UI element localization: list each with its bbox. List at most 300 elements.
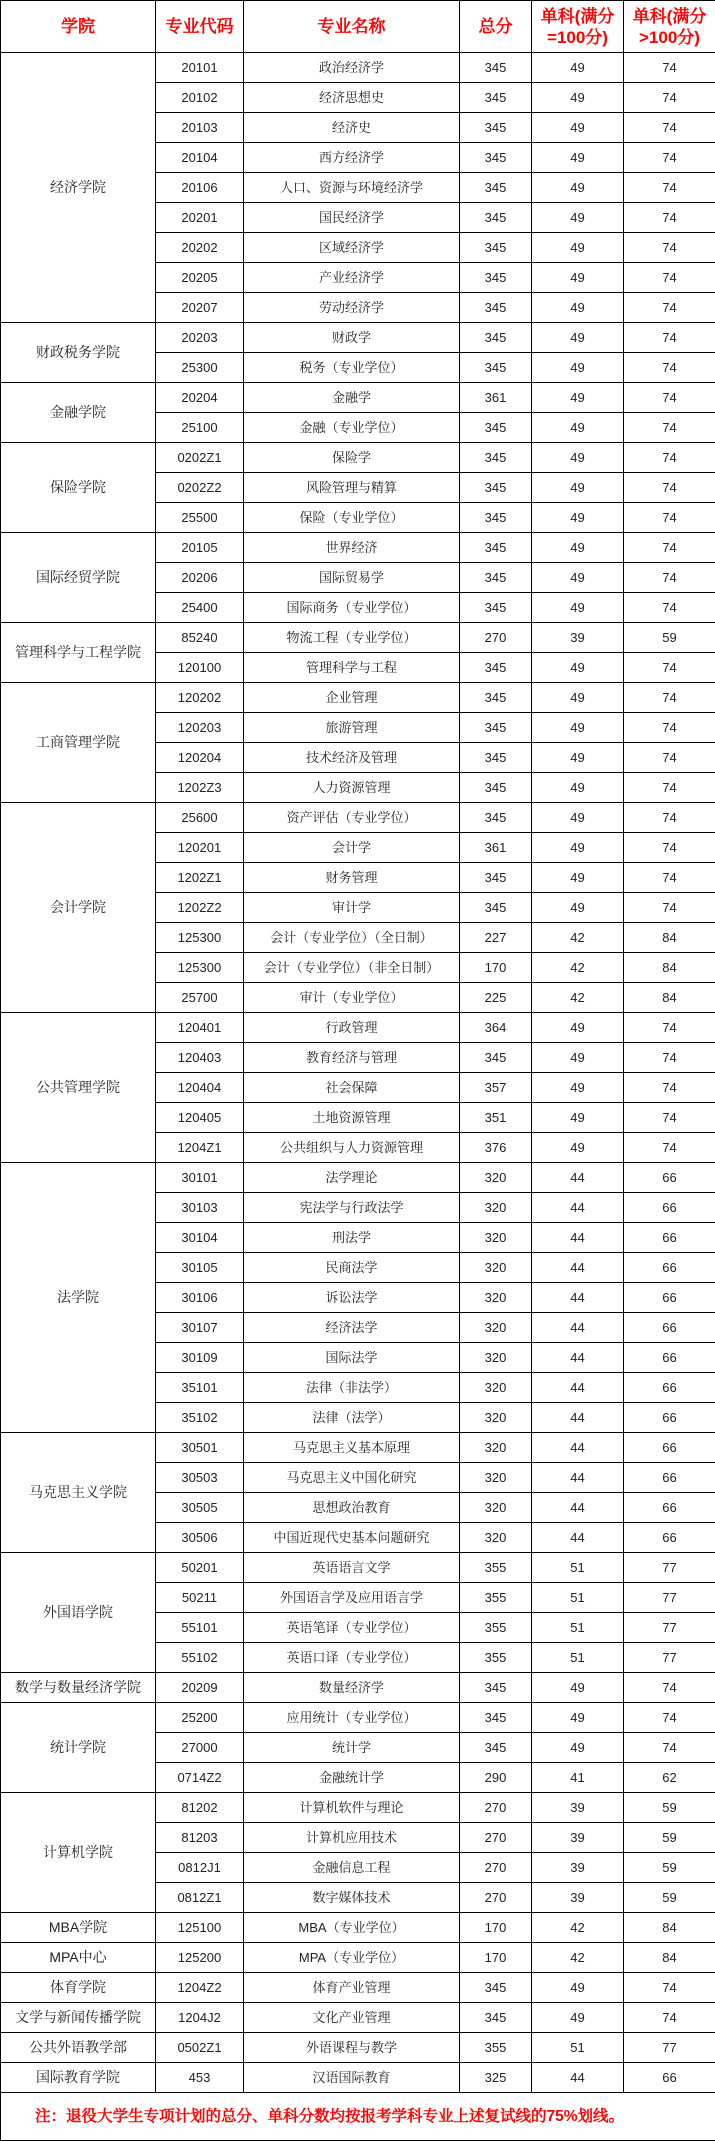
major-code: 125300 bbox=[156, 923, 244, 953]
single-score-100: 49 bbox=[532, 1973, 624, 2003]
total-score: 345 bbox=[460, 533, 532, 563]
single-score-gt100: 74 bbox=[624, 533, 715, 563]
major-name: 区域经济学 bbox=[244, 233, 460, 263]
total-score: 345 bbox=[460, 443, 532, 473]
major-code: 120203 bbox=[156, 713, 244, 743]
single-score-gt100: 66 bbox=[624, 1463, 715, 1493]
major-code: 1204J2 bbox=[156, 2003, 244, 2033]
college-name: 体育学院 bbox=[1, 1973, 156, 2003]
total-score: 345 bbox=[460, 143, 532, 173]
college-name: 马克思主义学院 bbox=[1, 1433, 156, 1553]
major-name: 文化产业管理 bbox=[244, 2003, 460, 2033]
major-name: 计算机应用技术 bbox=[244, 1823, 460, 1853]
major-name: 税务（专业学位） bbox=[244, 353, 460, 383]
total-score: 170 bbox=[460, 1943, 532, 1973]
major-code: 20203 bbox=[156, 323, 244, 353]
major-code: 25600 bbox=[156, 803, 244, 833]
major-name: 法律（非法学） bbox=[244, 1373, 460, 1403]
college-name: 数学与数量经济学院 bbox=[1, 1673, 156, 1703]
major-name: 政治经济学 bbox=[244, 53, 460, 83]
single-score-gt100: 74 bbox=[624, 113, 715, 143]
total-score: 345 bbox=[460, 1703, 532, 1733]
major-code: 30109 bbox=[156, 1343, 244, 1373]
major-code: 25700 bbox=[156, 983, 244, 1013]
major-code: 0714Z2 bbox=[156, 1763, 244, 1793]
major-code: 20201 bbox=[156, 203, 244, 233]
college-name: 国际教育学院 bbox=[1, 2063, 156, 2093]
total-score: 355 bbox=[460, 1643, 532, 1673]
single-score-gt100: 74 bbox=[624, 263, 715, 293]
major-name: 社会保障 bbox=[244, 1073, 460, 1103]
single-score-gt100: 74 bbox=[624, 1133, 715, 1163]
single-score-100: 49 bbox=[532, 743, 624, 773]
total-score: 345 bbox=[460, 893, 532, 923]
single-score-100: 49 bbox=[532, 533, 624, 563]
single-score-gt100: 74 bbox=[624, 563, 715, 593]
single-score-gt100: 74 bbox=[624, 893, 715, 923]
single-score-100: 44 bbox=[532, 1283, 624, 1313]
single-score-100: 44 bbox=[532, 1433, 624, 1463]
major-name: 汉语国际教育 bbox=[244, 2063, 460, 2093]
total-score: 270 bbox=[460, 1883, 532, 1913]
major-name: 教育经济与管理 bbox=[244, 1043, 460, 1073]
total-score: 320 bbox=[460, 1373, 532, 1403]
major-name: 审计（专业学位） bbox=[244, 983, 460, 1013]
major-code: 27000 bbox=[156, 1733, 244, 1763]
major-name: 统计学 bbox=[244, 1733, 460, 1763]
single-score-100: 39 bbox=[532, 1883, 624, 1913]
college-name: MPA中心 bbox=[1, 1943, 156, 1973]
major-name: 金融学 bbox=[244, 383, 460, 413]
single-score-100: 39 bbox=[532, 623, 624, 653]
table-row bbox=[1, 1703, 715, 1733]
table-row bbox=[1, 383, 715, 413]
major-code: 25100 bbox=[156, 413, 244, 443]
single-score-100: 49 bbox=[532, 683, 624, 713]
college-name: 财政税务学院 bbox=[1, 323, 156, 383]
single-score-100: 49 bbox=[532, 1013, 624, 1043]
major-code: 20205 bbox=[156, 263, 244, 293]
major-code: 35102 bbox=[156, 1403, 244, 1433]
total-score: 345 bbox=[460, 113, 532, 143]
total-score: 227 bbox=[460, 923, 532, 953]
major-code: 25200 bbox=[156, 1703, 244, 1733]
major-code: 20206 bbox=[156, 563, 244, 593]
single-score-gt100: 77 bbox=[624, 1583, 715, 1613]
major-name: 宪法学与行政法学 bbox=[244, 1193, 460, 1223]
major-name: 应用统计（专业学位） bbox=[244, 1703, 460, 1733]
single-score-gt100: 59 bbox=[624, 1883, 715, 1913]
college-name: 金融学院 bbox=[1, 383, 156, 443]
single-score-100: 44 bbox=[532, 2063, 624, 2093]
single-score-100: 49 bbox=[532, 473, 624, 503]
major-code: 30107 bbox=[156, 1313, 244, 1343]
single-score-gt100: 74 bbox=[624, 1043, 715, 1073]
single-score-100: 49 bbox=[532, 863, 624, 893]
single-score-100: 49 bbox=[532, 1703, 624, 1733]
single-score-gt100: 66 bbox=[624, 1493, 715, 1523]
single-score-gt100: 77 bbox=[624, 1553, 715, 1583]
single-score-gt100: 66 bbox=[624, 1343, 715, 1373]
major-name: 经济思想史 bbox=[244, 83, 460, 113]
total-score: 320 bbox=[460, 1223, 532, 1253]
major-name: 金融（专业学位） bbox=[244, 413, 460, 443]
major-code: 30503 bbox=[156, 1463, 244, 1493]
single-score-100: 39 bbox=[532, 1793, 624, 1823]
major-name: 法学理论 bbox=[244, 1163, 460, 1193]
major-name: 会计（专业学位）（非全日制） bbox=[244, 953, 460, 983]
single-score-gt100: 74 bbox=[624, 233, 715, 263]
major-name: 企业管理 bbox=[244, 683, 460, 713]
single-score-gt100: 84 bbox=[624, 1943, 715, 1973]
note-row bbox=[1, 2093, 715, 2141]
major-code: 20102 bbox=[156, 83, 244, 113]
table-row bbox=[1, 533, 715, 563]
single-score-gt100: 84 bbox=[624, 1913, 715, 1943]
major-code: 20204 bbox=[156, 383, 244, 413]
single-score-gt100: 84 bbox=[624, 983, 715, 1013]
single-score-gt100: 74 bbox=[624, 1073, 715, 1103]
college-name: 统计学院 bbox=[1, 1703, 156, 1793]
single-score-100: 49 bbox=[532, 503, 624, 533]
header-name: 专业名称 bbox=[244, 1, 460, 53]
table-row bbox=[1, 1973, 715, 2003]
single-score-gt100: 66 bbox=[624, 1193, 715, 1223]
single-score-gt100: 84 bbox=[624, 953, 715, 983]
single-score-100: 44 bbox=[532, 1403, 624, 1433]
total-score: 320 bbox=[460, 1193, 532, 1223]
total-score: 345 bbox=[460, 53, 532, 83]
major-name: 人口、资源与环境经济学 bbox=[244, 173, 460, 203]
single-score-100: 51 bbox=[532, 1613, 624, 1643]
single-score-gt100: 74 bbox=[624, 1703, 715, 1733]
single-score-gt100: 66 bbox=[624, 1313, 715, 1343]
major-code: 120201 bbox=[156, 833, 244, 863]
single-score-gt100: 74 bbox=[624, 473, 715, 503]
total-score: 345 bbox=[460, 173, 532, 203]
single-score-gt100: 74 bbox=[624, 353, 715, 383]
major-name: 体育产业管理 bbox=[244, 1973, 460, 2003]
major-name: 中国近现代史基本问题研究 bbox=[244, 1523, 460, 1553]
table-row bbox=[1, 1553, 715, 1583]
header-row bbox=[1, 1, 715, 53]
major-code: 20202 bbox=[156, 233, 244, 263]
single-score-100: 42 bbox=[532, 953, 624, 983]
single-score-100: 49 bbox=[532, 203, 624, 233]
note-text: 注：退役大学生专项计划的总分、单科分数均按报考学科专业上述复试线的75%划线。 bbox=[1, 2093, 715, 2141]
single-score-100: 41 bbox=[532, 1763, 624, 1793]
single-score-100: 51 bbox=[532, 1553, 624, 1583]
total-score: 345 bbox=[460, 293, 532, 323]
total-score: 345 bbox=[460, 323, 532, 353]
college-name: 国际经贸学院 bbox=[1, 533, 156, 623]
major-name: 经济法学 bbox=[244, 1313, 460, 1343]
table-row bbox=[1, 2033, 715, 2063]
total-score: 345 bbox=[460, 743, 532, 773]
major-code: 0812J1 bbox=[156, 1853, 244, 1883]
major-code: 120204 bbox=[156, 743, 244, 773]
single-score-gt100: 84 bbox=[624, 923, 715, 953]
total-score: 345 bbox=[460, 473, 532, 503]
single-score-100: 44 bbox=[532, 1373, 624, 1403]
major-code: 453 bbox=[156, 2063, 244, 2093]
single-score-100: 39 bbox=[532, 1853, 624, 1883]
major-code: 30103 bbox=[156, 1193, 244, 1223]
total-score: 320 bbox=[460, 1313, 532, 1343]
major-code: 85240 bbox=[156, 623, 244, 653]
major-name: 保险（专业学位） bbox=[244, 503, 460, 533]
single-score-100: 49 bbox=[532, 443, 624, 473]
major-code: 120403 bbox=[156, 1043, 244, 1073]
total-score: 345 bbox=[460, 773, 532, 803]
college-name: 经济学院 bbox=[1, 53, 156, 323]
single-score-100: 44 bbox=[532, 1223, 624, 1253]
college-name: 计算机学院 bbox=[1, 1793, 156, 1913]
single-score-100: 49 bbox=[532, 353, 624, 383]
single-score-gt100: 59 bbox=[624, 1823, 715, 1853]
single-score-100: 49 bbox=[532, 113, 624, 143]
header-college: 学院 bbox=[1, 1, 156, 53]
single-score-100: 49 bbox=[532, 293, 624, 323]
single-score-gt100: 77 bbox=[624, 1643, 715, 1673]
single-score-100: 44 bbox=[532, 1493, 624, 1523]
single-score-gt100: 74 bbox=[624, 173, 715, 203]
header-total: 总分 bbox=[460, 1, 532, 53]
single-score-100: 44 bbox=[532, 1343, 624, 1373]
single-score-gt100: 66 bbox=[624, 1163, 715, 1193]
major-code: 125300 bbox=[156, 953, 244, 983]
total-score: 345 bbox=[460, 83, 532, 113]
single-score-100: 51 bbox=[532, 1583, 624, 1613]
single-score-gt100: 74 bbox=[624, 773, 715, 803]
major-name: 世界经济 bbox=[244, 533, 460, 563]
single-score-gt100: 59 bbox=[624, 1793, 715, 1823]
table-row bbox=[1, 443, 715, 473]
major-name: 土地资源管理 bbox=[244, 1103, 460, 1133]
major-name: 会计（专业学位）（全日制） bbox=[244, 923, 460, 953]
single-score-100: 49 bbox=[532, 1073, 624, 1103]
major-code: 35101 bbox=[156, 1373, 244, 1403]
single-score-100: 42 bbox=[532, 983, 624, 1013]
total-score: 225 bbox=[460, 983, 532, 1013]
major-code: 50201 bbox=[156, 1553, 244, 1583]
major-code: 55101 bbox=[156, 1613, 244, 1643]
table-row bbox=[1, 2003, 715, 2033]
total-score: 345 bbox=[460, 1673, 532, 1703]
total-score: 270 bbox=[460, 1823, 532, 1853]
header-single-gt100: 单科(满分>100分) bbox=[624, 1, 715, 53]
table-row bbox=[1, 683, 715, 713]
major-name: 劳动经济学 bbox=[244, 293, 460, 323]
major-code: 20207 bbox=[156, 293, 244, 323]
single-score-gt100: 66 bbox=[624, 1403, 715, 1433]
total-score: 320 bbox=[460, 1283, 532, 1313]
major-name: 英语语言文学 bbox=[244, 1553, 460, 1583]
major-code: 30106 bbox=[156, 1283, 244, 1313]
major-name: 民商法学 bbox=[244, 1253, 460, 1283]
major-name: 管理科学与工程 bbox=[244, 653, 460, 683]
total-score: 355 bbox=[460, 1613, 532, 1643]
college-name: 管理科学与工程学院 bbox=[1, 623, 156, 683]
total-score: 345 bbox=[460, 1043, 532, 1073]
major-code: 0812Z1 bbox=[156, 1883, 244, 1913]
single-score-gt100: 74 bbox=[624, 323, 715, 353]
major-name: 数量经济学 bbox=[244, 1673, 460, 1703]
table-row bbox=[1, 2063, 715, 2093]
major-code: 120405 bbox=[156, 1103, 244, 1133]
major-code: 1202Z2 bbox=[156, 893, 244, 923]
total-score: 345 bbox=[460, 2003, 532, 2033]
major-code: 30104 bbox=[156, 1223, 244, 1253]
table-row bbox=[1, 1793, 715, 1823]
major-name: MBA（专业学位） bbox=[244, 1913, 460, 1943]
major-code: 25300 bbox=[156, 353, 244, 383]
table-row bbox=[1, 1913, 715, 1943]
single-score-100: 49 bbox=[532, 413, 624, 443]
major-name: 技术经济及管理 bbox=[244, 743, 460, 773]
major-name: 外国语言学及应用语言学 bbox=[244, 1583, 460, 1613]
single-score-100: 51 bbox=[532, 1643, 624, 1673]
major-name: 物流工程（专业学位） bbox=[244, 623, 460, 653]
table-row bbox=[1, 1433, 715, 1463]
single-score-gt100: 66 bbox=[624, 1223, 715, 1253]
single-score-100: 49 bbox=[532, 143, 624, 173]
single-score-100: 49 bbox=[532, 2003, 624, 2033]
single-score-gt100: 74 bbox=[624, 2003, 715, 2033]
single-score-gt100: 66 bbox=[624, 1283, 715, 1313]
major-name: MPA（专业学位） bbox=[244, 1943, 460, 1973]
major-name: 英语口译（专业学位） bbox=[244, 1643, 460, 1673]
table-row bbox=[1, 1013, 715, 1043]
major-name: 风险管理与精算 bbox=[244, 473, 460, 503]
major-code: 120202 bbox=[156, 683, 244, 713]
major-code: 25500 bbox=[156, 503, 244, 533]
total-score: 345 bbox=[460, 1733, 532, 1763]
single-score-100: 51 bbox=[532, 2033, 624, 2063]
single-score-100: 42 bbox=[532, 1913, 624, 1943]
single-score-100: 49 bbox=[532, 323, 624, 353]
single-score-gt100: 74 bbox=[624, 1013, 715, 1043]
major-name: 国际商务（专业学位） bbox=[244, 593, 460, 623]
major-code: 20209 bbox=[156, 1673, 244, 1703]
major-name: 思想政治教育 bbox=[244, 1493, 460, 1523]
major-name: 国际贸易学 bbox=[244, 563, 460, 593]
total-score: 361 bbox=[460, 833, 532, 863]
total-score: 325 bbox=[460, 2063, 532, 2093]
major-code: 120401 bbox=[156, 1013, 244, 1043]
major-code: 50211 bbox=[156, 1583, 244, 1613]
single-score-gt100: 66 bbox=[624, 1253, 715, 1283]
total-score: 355 bbox=[460, 1583, 532, 1613]
total-score: 357 bbox=[460, 1073, 532, 1103]
single-score-100: 44 bbox=[532, 1253, 624, 1283]
college-name: 公共外语教学部 bbox=[1, 2033, 156, 2063]
major-name: 马克思主义基本原理 bbox=[244, 1433, 460, 1463]
total-score: 345 bbox=[460, 653, 532, 683]
single-score-100: 44 bbox=[532, 1193, 624, 1223]
single-score-gt100: 74 bbox=[624, 803, 715, 833]
single-score-100: 49 bbox=[532, 833, 624, 863]
major-name: 资产评估（专业学位） bbox=[244, 803, 460, 833]
single-score-gt100: 77 bbox=[624, 1613, 715, 1643]
single-score-100: 39 bbox=[532, 1823, 624, 1853]
major-code: 30505 bbox=[156, 1493, 244, 1523]
single-score-100: 49 bbox=[532, 383, 624, 413]
major-name: 数字媒体技术 bbox=[244, 1883, 460, 1913]
single-score-gt100: 74 bbox=[624, 443, 715, 473]
major-name: 外语课程与教学 bbox=[244, 2033, 460, 2063]
total-score: 351 bbox=[460, 1103, 532, 1133]
table-row bbox=[1, 623, 715, 653]
total-score: 345 bbox=[460, 593, 532, 623]
single-score-100: 42 bbox=[532, 1943, 624, 1973]
major-code: 20101 bbox=[156, 53, 244, 83]
single-score-gt100: 77 bbox=[624, 2033, 715, 2063]
single-score-gt100: 74 bbox=[624, 653, 715, 683]
total-score: 345 bbox=[460, 233, 532, 263]
major-name: 旅游管理 bbox=[244, 713, 460, 743]
total-score: 270 bbox=[460, 623, 532, 653]
total-score: 270 bbox=[460, 1793, 532, 1823]
single-score-100: 42 bbox=[532, 923, 624, 953]
single-score-gt100: 74 bbox=[624, 1673, 715, 1703]
single-score-100: 49 bbox=[532, 173, 624, 203]
major-code: 0502Z1 bbox=[156, 2033, 244, 2063]
table-row bbox=[1, 323, 715, 353]
major-name: 人力资源管理 bbox=[244, 773, 460, 803]
single-score-100: 49 bbox=[532, 893, 624, 923]
major-name: 经济史 bbox=[244, 113, 460, 143]
single-score-gt100: 66 bbox=[624, 1523, 715, 1553]
major-name: 保险学 bbox=[244, 443, 460, 473]
header-single-100: 单科(满分=100分) bbox=[532, 1, 624, 53]
table-row bbox=[1, 803, 715, 833]
single-score-100: 49 bbox=[532, 713, 624, 743]
single-score-gt100: 74 bbox=[624, 53, 715, 83]
major-code: 55102 bbox=[156, 1643, 244, 1673]
single-score-100: 49 bbox=[532, 653, 624, 683]
single-score-100: 49 bbox=[532, 1733, 624, 1763]
major-name: 审计学 bbox=[244, 893, 460, 923]
single-score-100: 49 bbox=[532, 773, 624, 803]
single-score-gt100: 59 bbox=[624, 1853, 715, 1883]
college-name: MBA学院 bbox=[1, 1913, 156, 1943]
total-score: 361 bbox=[460, 383, 532, 413]
major-code: 20106 bbox=[156, 173, 244, 203]
single-score-100: 49 bbox=[532, 233, 624, 263]
major-code: 20104 bbox=[156, 143, 244, 173]
single-score-gt100: 74 bbox=[624, 203, 715, 233]
single-score-100: 49 bbox=[532, 803, 624, 833]
table-row bbox=[1, 53, 715, 83]
major-name: 公共组织与人力资源管理 bbox=[244, 1133, 460, 1163]
single-score-100: 44 bbox=[532, 1523, 624, 1553]
single-score-gt100: 74 bbox=[624, 1733, 715, 1763]
major-name: 法律（法学） bbox=[244, 1403, 460, 1433]
single-score-gt100: 59 bbox=[624, 623, 715, 653]
single-score-100: 49 bbox=[532, 1103, 624, 1133]
table-row bbox=[1, 1673, 715, 1703]
major-name: 计算机软件与理论 bbox=[244, 1793, 460, 1823]
total-score: 320 bbox=[460, 1433, 532, 1463]
college-name: 公共管理学院 bbox=[1, 1013, 156, 1163]
total-score: 345 bbox=[460, 803, 532, 833]
table-row bbox=[1, 1943, 715, 1973]
total-score: 345 bbox=[460, 863, 532, 893]
single-score-gt100: 74 bbox=[624, 833, 715, 863]
major-code: 0202Z2 bbox=[156, 473, 244, 503]
major-name: 英语笔译（专业学位） bbox=[244, 1613, 460, 1643]
